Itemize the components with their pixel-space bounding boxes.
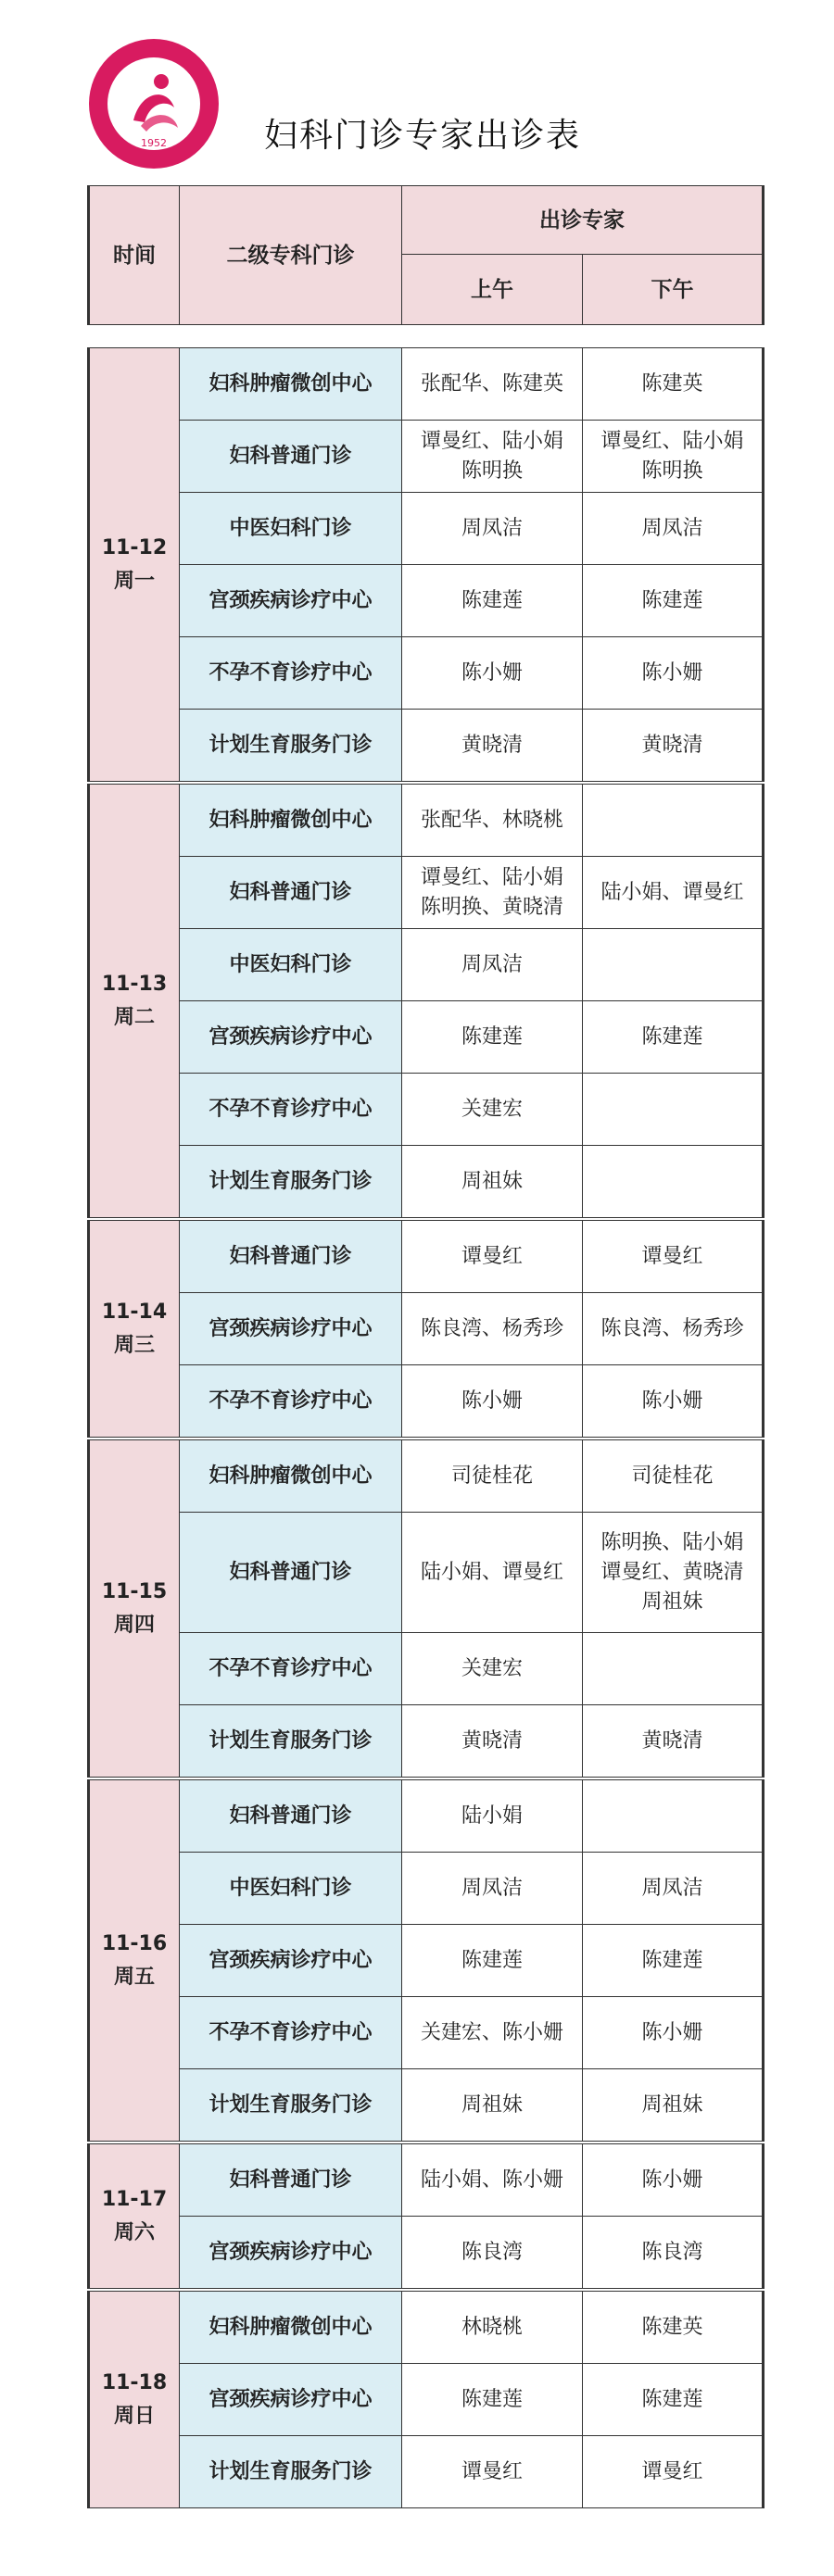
day-spacer-cell [89, 2508, 764, 2511]
table-row [89, 1221, 764, 1293]
expert-line: 陈小姗 [461, 1389, 523, 1413]
dept-cell: 宫颈疾病诊疗中心 [180, 2217, 402, 2289]
time-cell [89, 1780, 180, 2142]
pm-expert-cell [583, 1293, 764, 1365]
dept-cell: 宫颈疾病诊疗中心 [180, 2364, 402, 2436]
date-label: 11-14 [101, 1300, 168, 1324]
pm-expert-cell [583, 1780, 764, 1853]
table-row [89, 2144, 764, 2217]
am-expert-cell [402, 1853, 583, 1925]
table-row [89, 1293, 764, 1365]
pm-expert-cell [583, 565, 764, 637]
am-expert-cell [402, 1513, 583, 1633]
expert-line: 陈建莲 [641, 1024, 703, 1049]
weekday-label: 周二 [113, 1005, 155, 1029]
expert-line: 周凤洁 [461, 952, 523, 976]
expert-line: 陈良湾 [461, 2240, 523, 2264]
am-expert-cell [402, 1780, 583, 1853]
time-cell [89, 348, 180, 782]
dept-cell: 计划生育服务门诊 [180, 710, 402, 782]
expert-line: 周凤洁 [461, 516, 523, 540]
pm-expert-cell [583, 1997, 764, 2069]
expert-line: 关建宏 [461, 1097, 523, 1121]
expert-line: 陈建英 [641, 2315, 703, 2339]
dept-cell: 中医妇科门诊 [180, 929, 402, 1001]
expert-line: 周凤洁 [461, 1876, 523, 1900]
expert-line: 陈明换、黄晓清 [420, 895, 563, 919]
date-label: 11-13 [101, 972, 168, 996]
table-row [89, 2364, 764, 2436]
pm-expert-cell [583, 637, 764, 710]
dept-cell: 中医妇科门诊 [180, 493, 402, 565]
expert-line: 谭曼红、陆小娟 [420, 865, 563, 889]
table-row [89, 1440, 764, 1513]
am-expert-cell [402, 2069, 583, 2142]
am-expert-cell [402, 1146, 583, 1218]
expert-line: 谭曼红 [461, 2459, 523, 2483]
expert-line: 陆小娟、谭曼红 [600, 880, 744, 904]
table-row [89, 857, 764, 929]
pm-expert-cell [583, 1925, 764, 1997]
dept-cell: 妇科肿瘤微创中心 [180, 1440, 402, 1513]
dept-cell: 宫颈疾病诊疗中心 [180, 1001, 402, 1074]
expert-line: 周凤洁 [641, 516, 703, 540]
expert-line: 谭曼红 [641, 1244, 703, 1268]
expert-line: 谭曼红 [641, 2459, 703, 2483]
am-expert-cell [402, 1293, 583, 1365]
am-expert-cell [402, 1440, 583, 1513]
expert-line: 陈小姗 [641, 660, 703, 685]
expert-line: 张配华、陈建英 [420, 371, 563, 396]
date-label: 11-17 [101, 2187, 168, 2211]
pm-expert-cell [583, 785, 764, 857]
time-cell [89, 2144, 180, 2289]
table-row [89, 1705, 764, 1778]
table-row [89, 785, 764, 857]
pm-expert-cell [583, 1440, 764, 1513]
dept-cell: 宫颈疾病诊疗中心 [180, 1293, 402, 1365]
expert-line: 谭曼红 [461, 1244, 523, 1268]
table-row [89, 710, 764, 782]
expert-line: 陈建莲 [461, 1024, 523, 1049]
pm-expert-cell [583, 2069, 764, 2142]
table-row [89, 421, 764, 493]
pm-expert-cell [583, 1146, 764, 1218]
am-expert-cell [402, 1705, 583, 1778]
am-expert-cell [402, 929, 583, 1001]
time-cell [89, 1440, 180, 1778]
expert-line: 陈小姗 [641, 1389, 703, 1413]
weekday-label: 周一 [113, 569, 155, 593]
dept-cell: 中医妇科门诊 [180, 1853, 402, 1925]
pm-expert-cell [583, 2364, 764, 2436]
pm-expert-cell [583, 1633, 764, 1705]
am-expert-cell [402, 565, 583, 637]
expert-line: 陈建英 [641, 371, 703, 396]
am-expert-cell [402, 2144, 583, 2217]
expert-line: 陈明换 [641, 459, 703, 483]
table-row [89, 565, 764, 637]
logo-year: 1952 [141, 137, 167, 149]
weekday-label: 周五 [113, 1965, 155, 1989]
expert-line: 陈建莲 [461, 588, 523, 612]
dept-cell: 不孕不育诊疗中心 [180, 1074, 402, 1146]
am-expert-cell [402, 2364, 583, 2436]
expert-line: 谭曼红、陆小娟 [420, 429, 563, 453]
header-dept: 二级专科门诊 [180, 186, 402, 325]
am-expert-cell [402, 348, 583, 421]
table-row [89, 929, 764, 1001]
pm-expert-cell [583, 493, 764, 565]
expert-line: 陈小姗 [461, 660, 523, 685]
dept-cell: 计划生育服务门诊 [180, 1146, 402, 1218]
dept-cell: 不孕不育诊疗中心 [180, 1365, 402, 1438]
header-pm: 下午 [583, 255, 764, 325]
pm-expert-cell [583, 1074, 764, 1146]
expert-line: 陈良湾、杨秀珍 [600, 1316, 744, 1340]
table-row [89, 1001, 764, 1074]
pm-expert-cell [583, 1365, 764, 1438]
pm-expert-cell [583, 348, 764, 421]
weekday-label: 周四 [113, 1613, 155, 1637]
header-experts: 出诊专家 [402, 186, 764, 255]
weekday-label: 周日 [113, 2404, 155, 2428]
expert-line: 周祖妹 [461, 1169, 523, 1193]
pm-expert-cell [583, 1513, 764, 1633]
dept-cell: 不孕不育诊疗中心 [180, 637, 402, 710]
date-label: 11-16 [101, 1931, 168, 1955]
day-spacer [89, 2508, 764, 2511]
dept-cell: 妇科普通门诊 [180, 1221, 402, 1293]
dept-cell: 不孕不育诊疗中心 [180, 1633, 402, 1705]
expert-line: 陈建莲 [641, 588, 703, 612]
expert-line: 陈小姗 [641, 2020, 703, 2044]
table-row [89, 637, 764, 710]
expert-line: 黄晓清 [461, 733, 523, 757]
am-expert-cell [402, 1925, 583, 1997]
date-label: 11-15 [101, 1579, 168, 1603]
am-expert-cell [402, 785, 583, 857]
dept-cell: 妇科普通门诊 [180, 421, 402, 493]
expert-line: 陈小姗 [641, 2168, 703, 2192]
dept-cell: 妇科普通门诊 [180, 1513, 402, 1633]
am-expert-cell [402, 1001, 583, 1074]
pm-expert-cell [583, 1221, 764, 1293]
expert-line: 陈建莲 [461, 1948, 523, 1972]
table-row [89, 493, 764, 565]
date-label: 11-12 [101, 535, 168, 559]
dept-cell: 妇科普通门诊 [180, 857, 402, 929]
pm-expert-cell [583, 857, 764, 929]
dept-cell: 妇科普通门诊 [180, 2144, 402, 2217]
hospital-logo-icon [85, 35, 222, 172]
page-title: 妇科门诊专家出诊表 [264, 117, 582, 155]
table-row [89, 2436, 764, 2508]
table-row [89, 1925, 764, 1997]
table-row [89, 2069, 764, 2142]
time-cell [89, 1221, 180, 1438]
expert-line: 陈良湾、杨秀珍 [420, 1316, 563, 1340]
table-row [89, 1853, 764, 1925]
pm-expert-cell [583, 1853, 764, 1925]
expert-line: 周祖妹 [641, 2092, 703, 2117]
dept-cell: 计划生育服务门诊 [180, 2436, 402, 2508]
table-row [89, 1513, 764, 1633]
dept-cell: 计划生育服务门诊 [180, 2069, 402, 2142]
expert-line: 陆小娟、谭曼红 [420, 1560, 563, 1584]
dept-cell: 计划生育服务门诊 [180, 1705, 402, 1778]
dept-cell: 不孕不育诊疗中心 [180, 1997, 402, 2069]
schedule-table [87, 185, 764, 2510]
time-cell [89, 2292, 180, 2508]
expert-line: 周祖妹 [641, 1590, 703, 1614]
dept-cell: 妇科普通门诊 [180, 1780, 402, 1853]
table-row [89, 1146, 764, 1218]
expert-line: 陆小娟、陈小姗 [420, 2168, 563, 2192]
expert-line: 陈建莲 [461, 2387, 523, 2411]
table-row [89, 1074, 764, 1146]
pm-expert-cell [583, 2144, 764, 2217]
header-time: 时间 [89, 186, 180, 325]
am-expert-cell [402, 637, 583, 710]
expert-line: 陈建莲 [641, 1948, 703, 1972]
expert-line: 关建宏 [461, 1656, 523, 1680]
expert-line: 司徒桂花 [631, 1464, 714, 1488]
am-expert-cell [402, 710, 583, 782]
dept-cell: 妇科肿瘤微创中心 [180, 785, 402, 857]
expert-line: 陈良湾 [641, 2240, 703, 2264]
am-expert-cell [402, 1074, 583, 1146]
am-expert-cell [402, 1633, 583, 1705]
expert-line: 林晓桃 [461, 2315, 523, 2339]
pm-expert-cell [583, 1001, 764, 1074]
am-expert-cell [402, 493, 583, 565]
expert-line: 司徒桂花 [450, 1464, 533, 1488]
expert-line: 周祖妹 [461, 2092, 523, 2117]
pm-expert-cell [583, 1705, 764, 1778]
pm-expert-cell [583, 2292, 764, 2364]
time-cell [89, 785, 180, 1218]
date-label: 11-18 [101, 2370, 168, 2394]
pm-expert-cell [583, 2436, 764, 2508]
am-expert-cell [402, 1997, 583, 2069]
expert-line: 关建宏、陈小姗 [420, 2020, 563, 2044]
expert-line: 周凤洁 [641, 1876, 703, 1900]
table-row [89, 1365, 764, 1438]
expert-line: 陆小娟 [461, 1803, 523, 1828]
expert-line: 陈建莲 [641, 2387, 703, 2411]
expert-line: 张配华、林晓桃 [420, 808, 563, 832]
am-expert-cell [402, 2436, 583, 2508]
am-expert-cell [402, 2217, 583, 2289]
weekday-label: 周六 [113, 2220, 155, 2244]
pm-expert-cell [583, 929, 764, 1001]
table-row [89, 2217, 764, 2289]
pm-expert-cell [583, 710, 764, 782]
expert-line: 陈明换 [461, 459, 523, 483]
am-expert-cell [402, 2292, 583, 2364]
weekday-label: 周三 [113, 1333, 155, 1357]
table-row [89, 1633, 764, 1705]
dept-cell: 宫颈疾病诊疗中心 [180, 1925, 402, 1997]
header-am: 上午 [402, 255, 583, 325]
expert-line: 谭曼红、陆小娟 [600, 429, 744, 453]
expert-line: 黄晓清 [641, 733, 703, 757]
table-row [89, 2292, 764, 2364]
pm-expert-cell [583, 421, 764, 493]
pm-expert-cell [583, 2217, 764, 2289]
table-row [89, 1780, 764, 1853]
am-expert-cell [402, 857, 583, 929]
expert-line: 黄晓清 [641, 1728, 703, 1753]
expert-line: 谭曼红、黄晓清 [600, 1560, 744, 1584]
table-row [89, 348, 764, 421]
header-spacer [89, 325, 764, 348]
am-expert-cell [402, 421, 583, 493]
schedule-table-wrap [87, 185, 762, 2510]
table-row [89, 1997, 764, 2069]
expert-line: 陈明换、陆小娟 [600, 1530, 744, 1554]
dept-cell: 妇科肿瘤微创中心 [180, 2292, 402, 2364]
dept-cell: 妇科肿瘤微创中心 [180, 348, 402, 421]
expert-line: 黄晓清 [461, 1728, 523, 1753]
am-expert-cell [402, 1365, 583, 1438]
am-expert-cell [402, 1221, 583, 1293]
dept-cell: 宫颈疾病诊疗中心 [180, 565, 402, 637]
